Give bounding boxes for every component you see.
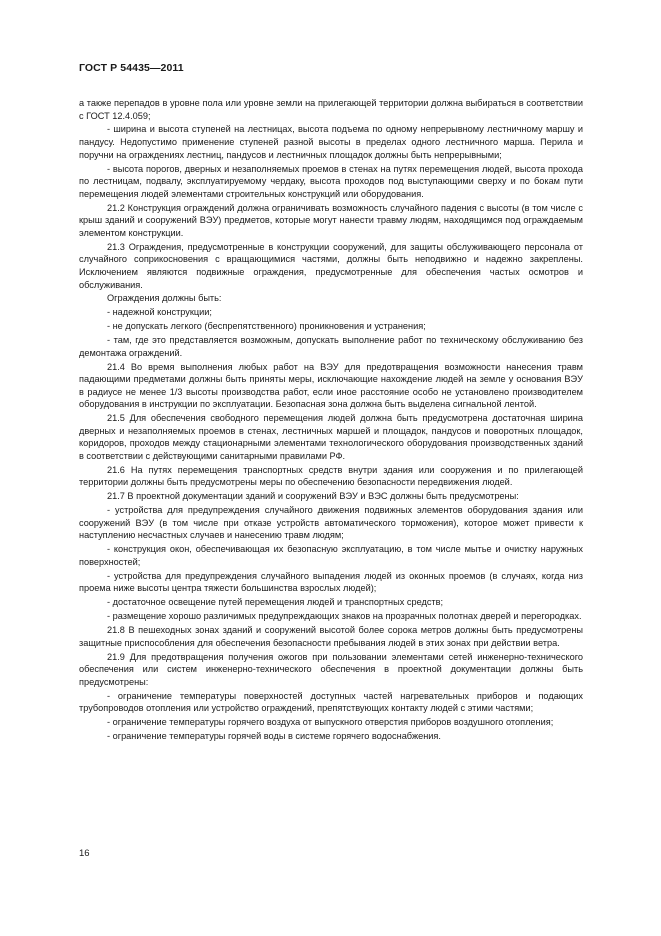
paragraph: 21.4 Во время выполнения любых работ на ВЭУ для предотвращения возможности нанесения травм падающими предметами должны быть приняты меры, исключающие нахождение людей на земле у основания ВЭУ в радиусе не менее 1/3 высоты производства работ, если иное расстояние особо не установлено производителем оборудования в инструкции по эксплуатации. Безопасная зона должна быть выделена сигнальной лентой.: [79, 361, 583, 410]
paragraph: - устройства для предупреждения случайного движения подвижных элементов оборудования здания или сооружений ВЭУ (в том числе при отказе устройств автоматического торможения), которое может привести к наступлению несчастных случаев и нанесению травм людям;: [79, 505, 583, 541]
paragraph: - размещение хорошо различимых предупреждающих знаков на прозрачных полотнах дверей и перегородках.: [107, 611, 582, 622]
paragraph: 21.6 На путях перемещения транспортных средств внутри здания или сооружения и по прилегающей территории должны быть предусмотрены меры по обеспечению безопасности передвижения людей.: [79, 464, 583, 488]
paragraph: 21.7 В проектной документации зданий и сооружений ВЭУ и ВЭС должны быть предусмотрены:: [107, 491, 519, 502]
paragraph: 21.2 Конструкция ограждений должна ограничивать возможность случайного падения с высоты (в том числе с крыш зданий и сооружений ВЭУ) предметов, которые могут нанести травму людям, находящимся под ограждаемым элементом конструкции.: [79, 202, 583, 238]
paragraph: - там, где это представляется возможным, допускать выполнение работ по техническому обслуживанию без демонтажа ограждений.: [79, 335, 583, 358]
document-body: [79, 97, 583, 744]
paragraph: - ограничение температуры горячего воздуха от выпускного отверстия приборов воздушного отопления;: [107, 717, 554, 728]
paragraph: - не допускать легкого (беспрепятственного) проникновения и устранения;: [107, 321, 426, 332]
paragraph: - ограничение температуры горячей воды в системе горячего водоснабжения.: [107, 731, 441, 742]
page-number: 16: [79, 848, 90, 859]
paragraph: - конструкция окон, обеспечивающая их безопасную эксплуатацию, в том числе мытье и очистку наружных поверхностей;: [79, 544, 583, 567]
paragraph: - ограничение температуры поверхностей доступных частей нагревательных приборов и подающих трубопроводов отопления или устройство ограждений, препятствующих контакту людей с этими частями;: [79, 690, 583, 714]
paragraph: - надежной конструкции;: [107, 307, 212, 318]
paragraph: - ширина и высота ступеней на лестницах, высота подъема по одному непрерывному лестничному маршу и пандусу. Недопустимо применение ступеней разной высоты в пределах одного лестничного марша. Перила и поручни на ограждениях лестниц, пандусов и лестничных площадок должны быть непрерывными;: [79, 124, 583, 160]
paragraph: 21.5 Для обеспечения свободного перемещения людей должна быть предусмотрена достаточная ширина дверных и незаполняемых проемов в стенах, лестничных маршей и площадок, пандусов и поворотных площадок, коридоров, проходов между стационарными элементами технологического оборудования производственных зданий в соответствии с действующими санитарными правилами РФ.: [79, 413, 583, 461]
paragraph: - достаточное освещение путей перемещения людей и транспортных средств;: [107, 597, 444, 608]
paragraph: - высота порогов, дверных и незаполняемых проемов в стенах на путях перемещения людей, высота прохода по лестницам, подвалу, эксплуатируемому чердаку, высота проходов под выступающими сверху и по бокам пути перемещения людей элементами строительных конструкций или оборудования.: [79, 163, 583, 199]
document-header: ГОСТ Р 54435—2011: [79, 62, 184, 74]
paragraph: 21.8 В пешеходных зонах зданий и сооружений высотой более сорока метров должны быть предусмотрены защитные приспособления для обеспечения безопасности пребывания людей в этих зонах при действии ветра.: [79, 625, 583, 648]
paragraph: Ограждения должны быть:: [107, 293, 222, 304]
paragraph: 21.3 Ограждения, предусмотренные в конструкции сооружений, для защиты обслуживающего персонала от случайного соприкосновения с вращающимися частями, должны быть неподвижно и надежно закреплены. Исключением являются подвижные ограждения, предусмотренные для обеспечения частых осмотров и обслуживания.: [79, 241, 583, 290]
paragraph: 21.9 Для предотвращения получения ожогов при пользовании элементами сетей инженерно-технического обеспечения или систем инженерно-технического обеспечения в проектной документации должны быть предусмотрены:: [79, 651, 583, 687]
paragraph: а также перепадов в уровне пола или уровне земли на прилегающей территории должна выбираться в соответствии с ГОСТ 12.4.059;: [79, 98, 583, 121]
paragraph: - устройства для предупреждения случайного выпадения людей из оконных проемов (в случаях, когда низ проема ниже высоты центра тяжести большинства взрослых людей);: [79, 570, 583, 594]
